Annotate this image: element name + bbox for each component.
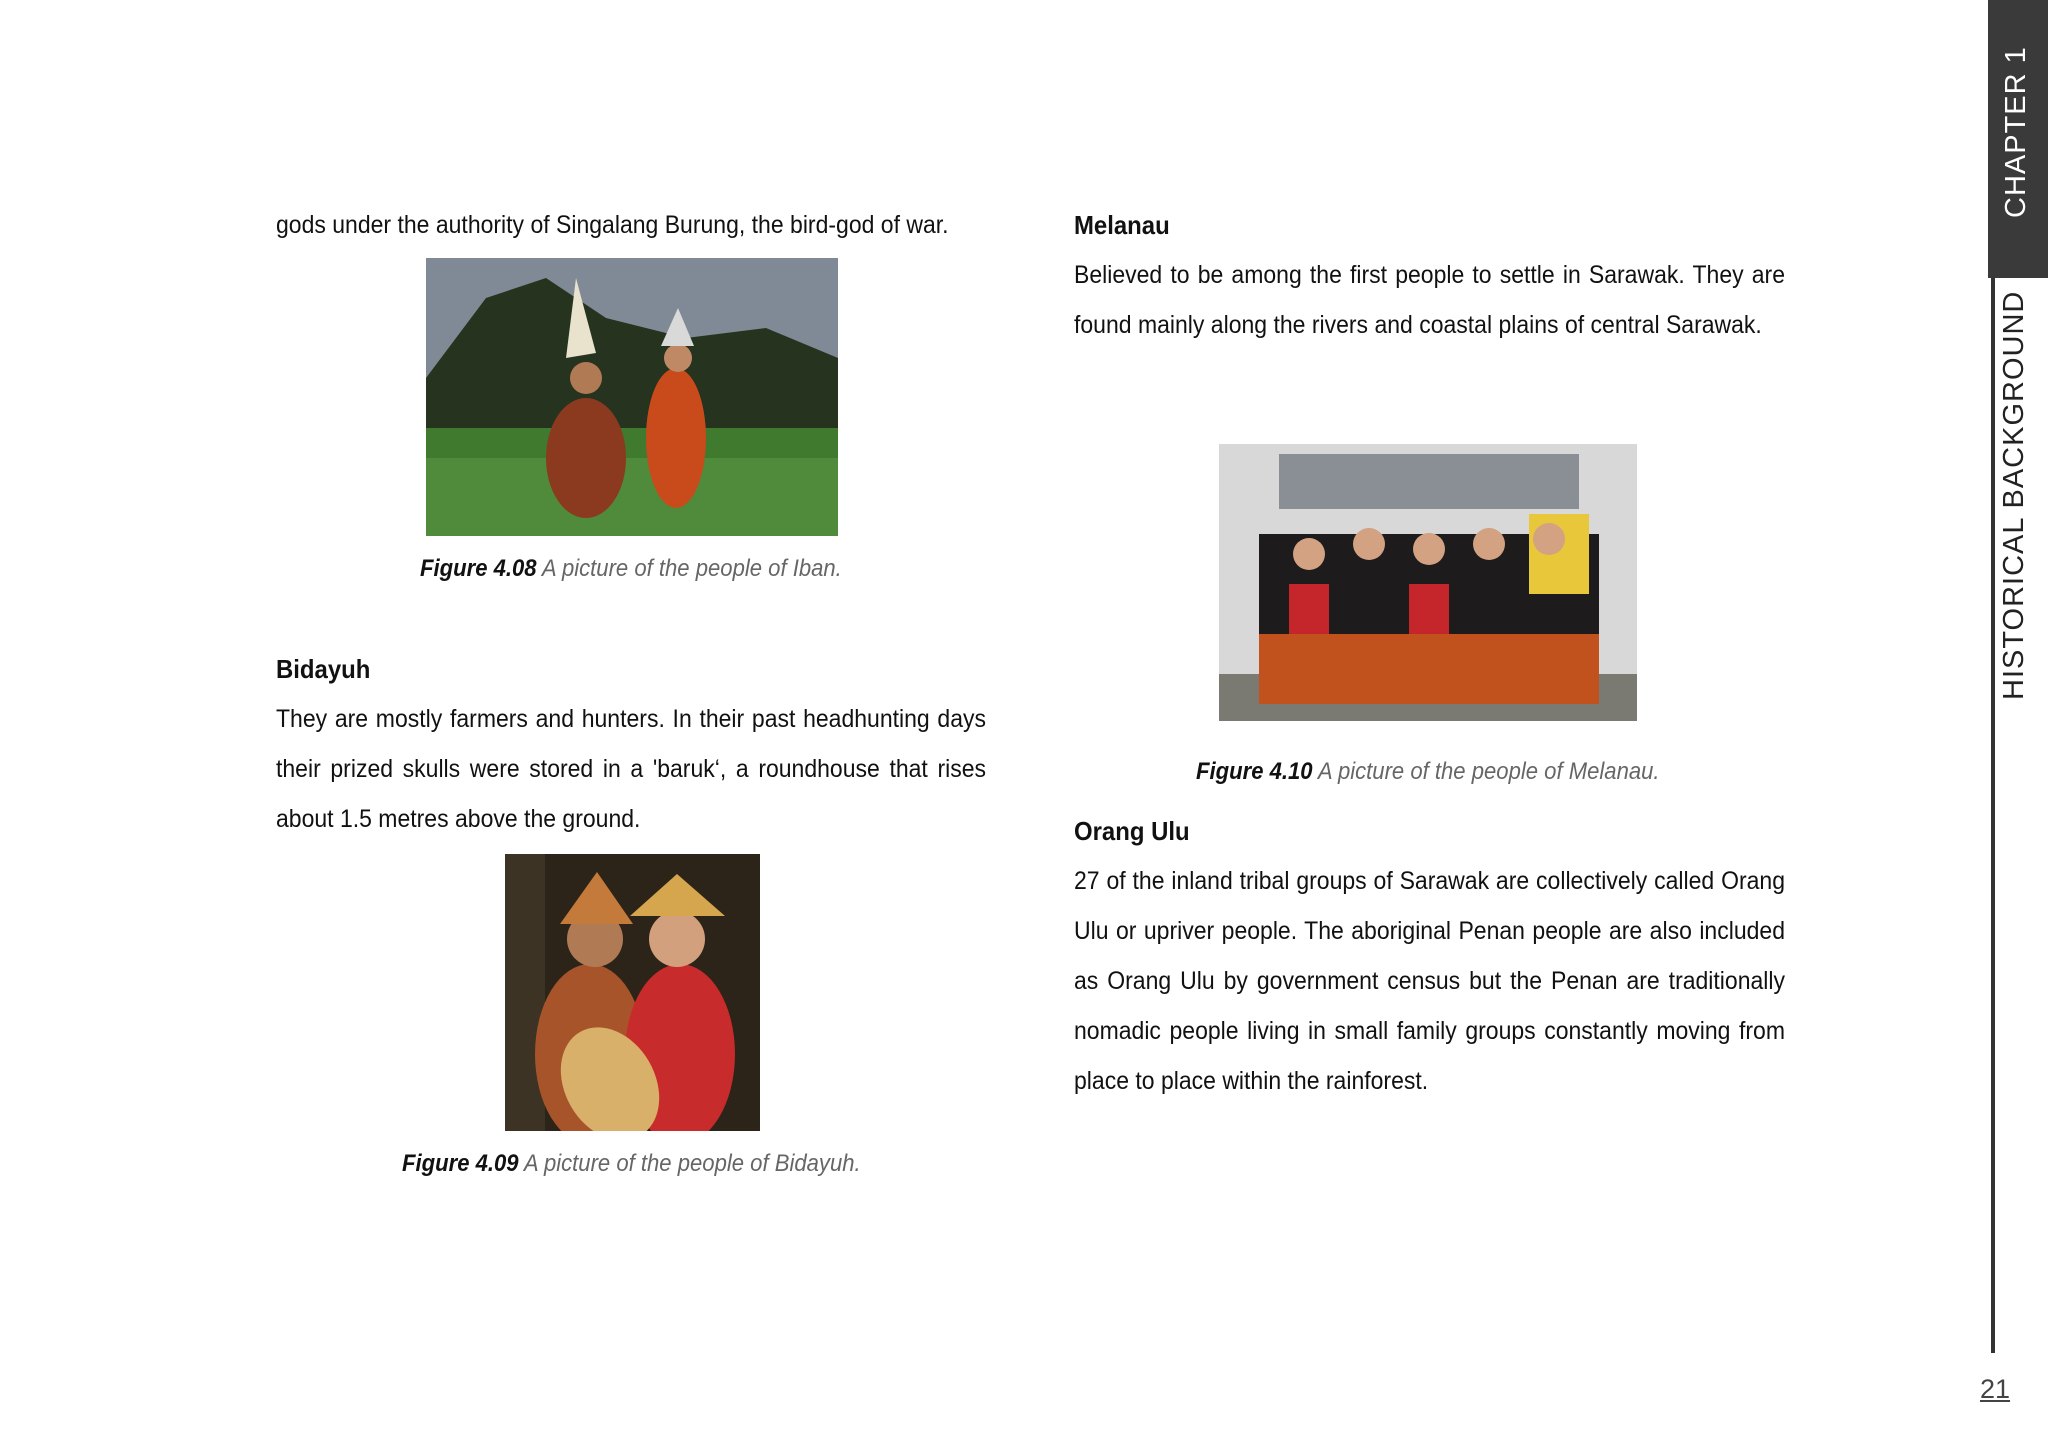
melanau-photo — [1219, 444, 1637, 721]
figure-description: A picture of the people of Iban. — [536, 555, 842, 582]
figure-label: Figure 4.08 — [420, 555, 537, 582]
figure-description: A picture of the people of Melanau. — [1312, 758, 1660, 785]
sidebar-rule — [1991, 278, 1995, 1353]
figure-label: Figure 4.10 — [1196, 758, 1313, 785]
melanau-heading: Melanau — [1074, 210, 1170, 240]
bidayuh-section — [276, 644, 986, 844]
bidayuh-heading: Bidayuh — [276, 654, 371, 684]
orang-ulu-body: 27 of the inland tribal groups of Sarawak are collectively called Orang Ulu or upriver people. The aboriginal Penan people are also included as Orang Ulu by government census but the Penan are traditionally nomadic people living in small family groups constantly moving from place to place within the rainforest. — [1074, 867, 1786, 1095]
figure-4-10-caption — [1196, 758, 1660, 786]
bidayuh-body: They are mostly farmers and hunters. In their past headhunting days their prized skulls were stored in a 'baruk‘, a roundhouse that rises about 1.5 metres above the ground. — [276, 705, 987, 833]
figure-label: Figure 4.09 — [402, 1150, 519, 1177]
iban-continuation-text: gods under the authority of Singalang Burung, the bird-god of war. — [276, 211, 949, 239]
chapter-label: CHAPTER 1 — [2000, 46, 2032, 218]
figure-description: A picture of the people of Bidayuh. — [518, 1150, 861, 1177]
figure-4-08-caption — [420, 555, 842, 583]
orang-ulu-section — [1074, 806, 1785, 1106]
melanau-section — [1074, 200, 1785, 350]
left-column — [276, 200, 986, 250]
iban-photo — [426, 258, 838, 536]
melanau-body: Believed to be among the first people to settle in Sarawak. They are found mainly along the rivers and coastal plains of central Sarawak. — [1074, 261, 1786, 339]
orang-ulu-heading: Orang Ulu — [1074, 816, 1190, 846]
page-number: 21 — [1980, 1374, 2011, 1404]
section-label: HISTORICAL BACKGROUND — [1998, 290, 2030, 700]
figure-4-09-caption — [402, 1150, 861, 1178]
bidayuh-photo — [505, 854, 760, 1131]
